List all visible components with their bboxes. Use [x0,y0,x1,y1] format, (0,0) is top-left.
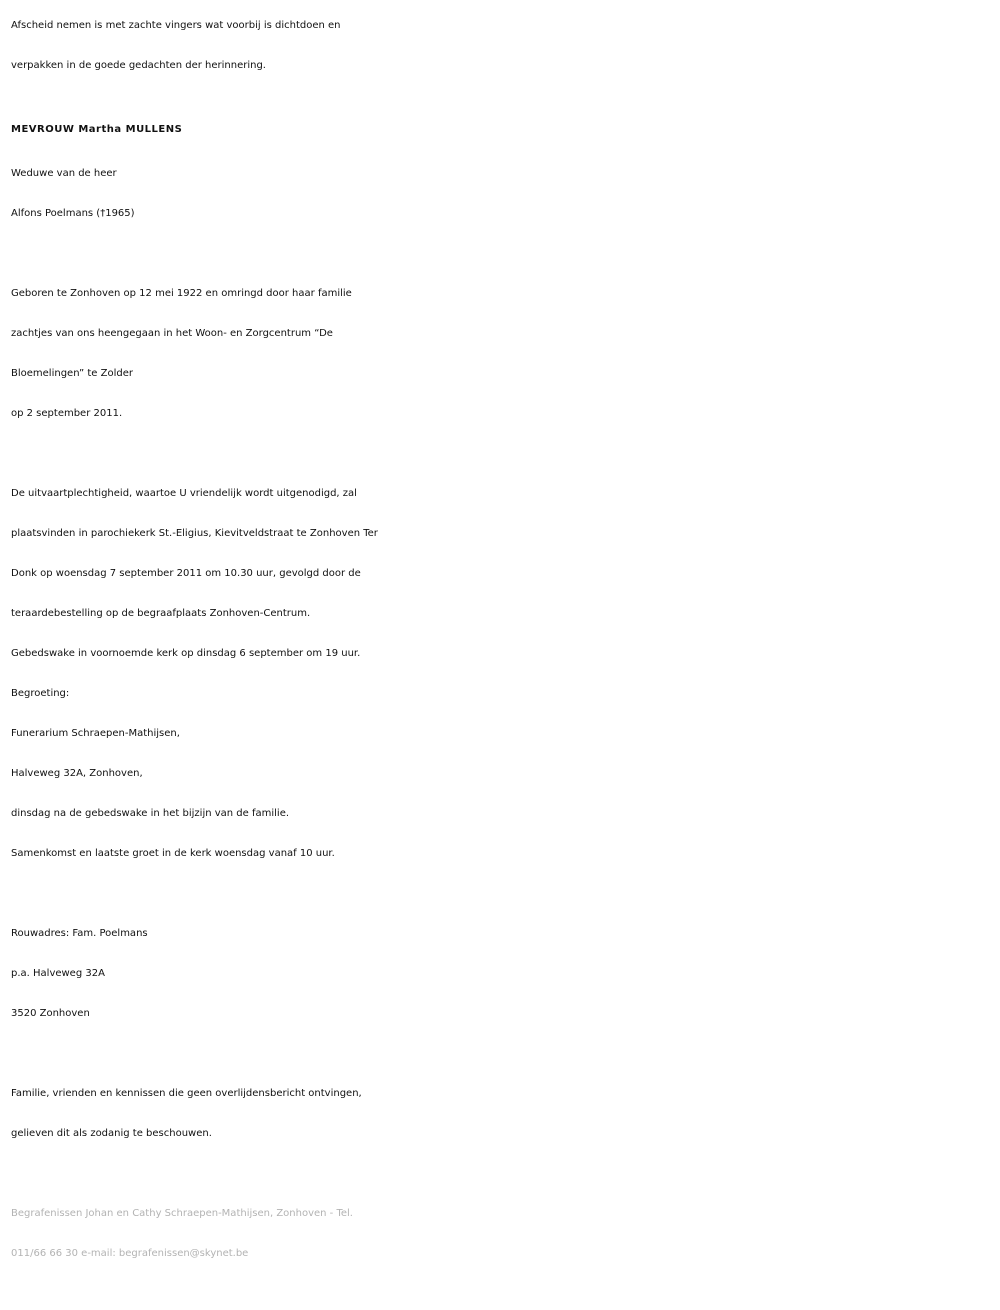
birth-death-line: op 2 september 2011. [11,408,123,419]
birth-death-line: zachtjes van ons heengegaan in het Woon- en Zorgcentrum “De [11,328,333,339]
motto-block [11,6,991,86]
address-line: Rouwadres: Fam. Poelmans [11,928,148,939]
motto-line: verpakken in de goede gedachten der herinnering. [11,60,266,71]
ceremony-line: plaatsvinden in parochiekerk St.-Eligius, Kievitveldstraat te Zonhoven Ter [11,528,378,539]
ceremony-line: Donk op woensdag 7 september 2011 om 10.30 uur, gevolgd door de [11,568,361,579]
motto-line: Afscheid nemen is met zachte vingers wat voorbij is dichtdoen en [11,20,341,31]
notice-line: Familie, vrienden en kennissen die geen overlijdensbericht ontvingen, [11,1088,362,1099]
relation-line: Weduwe van de heer [11,168,117,179]
funeral-home-footer [11,1194,991,1274]
notice-block [11,1074,991,1154]
birth-death-block [11,274,991,434]
ceremony-block [11,474,991,874]
birth-death-line: Geboren te Zonhoven op 12 mei 1922 en omringd door haar familie [11,288,352,299]
ceremony-line: Funerarium Schraepen-Mathijsen, [11,728,180,739]
ceremony-line: Gebedswake in voornoemde kerk op dinsdag 6 september om 19 uur. [11,648,361,659]
address-line: 3520 Zonhoven [11,1008,90,1019]
deceased-name: MEVROUW Martha MULLENS [11,124,183,135]
address-line: p.a. Halveweg 32A [11,968,105,979]
ceremony-line: De uitvaartplechtigheid, waartoe U vriendelijk wordt uitgenodigd, zal [11,488,357,499]
birth-death-line: Bloemelingen” te Zolder [11,368,133,379]
footer-line: Begrafenissen Johan en Cathy Schraepen-Mathijsen, Zonhoven - Tel. [11,1208,353,1219]
ceremony-line: Samenkomst en laatste groet in de kerk woensdag vanaf 10 uur. [11,848,335,859]
ceremony-line: Halveweg 32A, Zonhoven, [11,768,143,779]
ceremony-line: dinsdag na de gebedswake in het bijzijn van de familie. [11,808,290,819]
deceased-block [11,106,991,234]
obituary-notice [11,6,991,1274]
notice-line: gelieven dit als zodanig te beschouwen. [11,1128,212,1139]
footer-line: 011/66 66 30 e-mail: begrafenissen@skynet.be [11,1248,249,1259]
relation-line: Alfons Poelmans (†1965) [11,208,135,219]
ceremony-line: teraardebestelling op de begraafplaats Zonhoven-Centrum. [11,608,311,619]
ceremony-line: Begroeting: [11,688,70,699]
address-block [11,914,991,1034]
